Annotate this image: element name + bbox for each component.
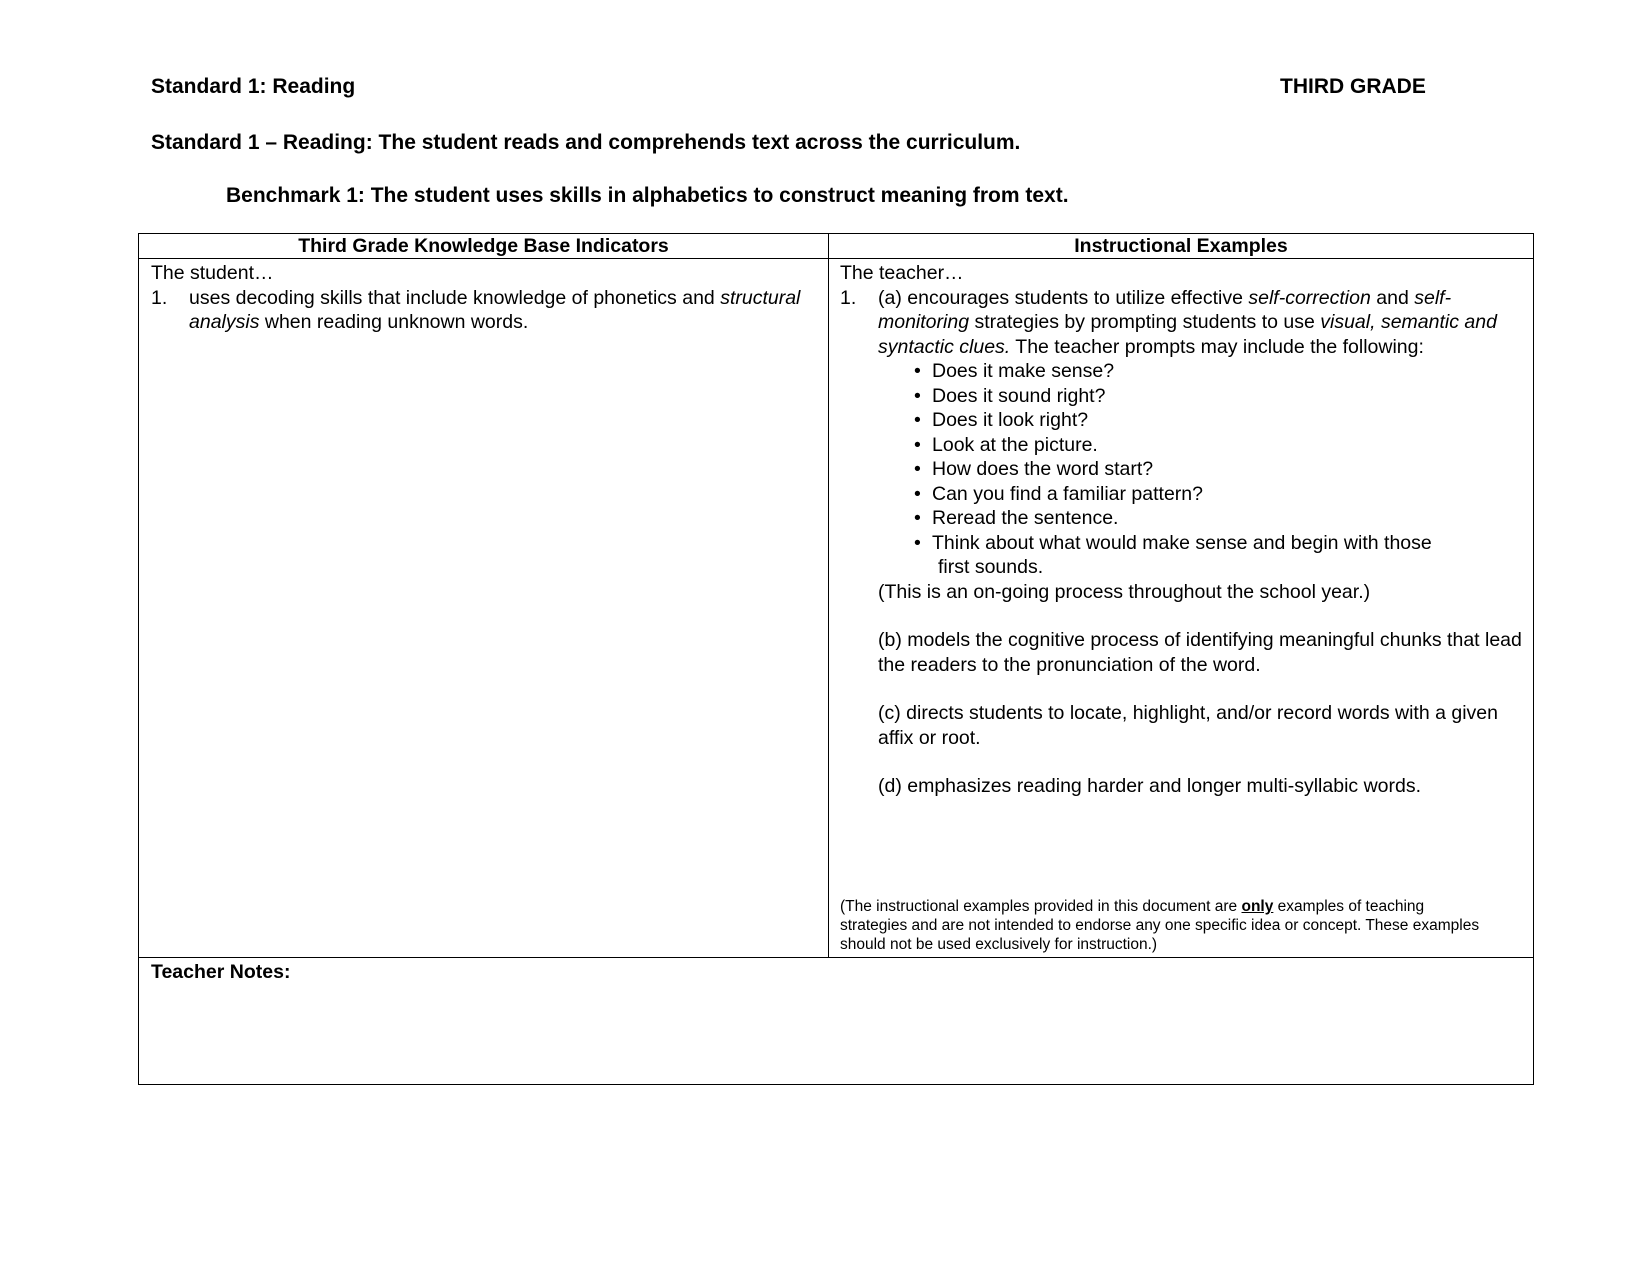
prompt-text: Reread the sentence. xyxy=(932,507,1119,529)
list-item xyxy=(840,506,1523,531)
prompt-text: Can you find a familiar pattern? xyxy=(932,482,1203,505)
list-item xyxy=(840,457,1523,482)
indicators-cell xyxy=(139,259,829,958)
list-item xyxy=(840,408,1523,433)
teacher-notes: Teacher Notes: xyxy=(139,958,1534,1085)
table-header-row xyxy=(139,234,1534,259)
example-item xyxy=(840,286,1523,360)
indicator-item xyxy=(151,286,818,335)
list-item xyxy=(840,531,1523,556)
bullet-icon: • xyxy=(914,507,921,529)
example-number: 1. xyxy=(840,286,857,309)
example-a-text: (a) encourages students to utilize effective xyxy=(878,286,1243,309)
prompt-text: Does it make sense? xyxy=(932,360,1115,382)
examples-cell xyxy=(829,259,1534,958)
prompt-text: Look at the picture. xyxy=(932,433,1098,456)
standard-label: Standard 1: Reading xyxy=(151,75,356,98)
prompt-text: Think about what would make sense and begin with those xyxy=(932,531,1432,554)
notes-row xyxy=(139,958,1534,1085)
bullet-icon: • xyxy=(914,384,921,407)
disclaimer-text: examples of teaching strategies and are not intended to endorse any one specific idea or concept. These examples should not be used exclusively for instruction.) xyxy=(840,898,1480,953)
prompt-text: How does the word start? xyxy=(932,458,1154,480)
table-row xyxy=(139,259,1534,958)
example-a-italic: visual, semantic and syntactic clues. xyxy=(878,311,1497,358)
ongoing-note: (This is an on-going process throughout the school year.) xyxy=(878,580,1371,603)
bullet-icon: • xyxy=(914,482,921,505)
bullet-icon: • xyxy=(914,360,921,382)
prompt-text: Does it look right? xyxy=(932,409,1089,431)
example-a-text: The teacher prompts may include the following: xyxy=(1010,335,1424,358)
indicator-text-part: when reading unknown words. xyxy=(264,311,529,333)
indicator-text xyxy=(189,286,818,335)
example-a-text: and xyxy=(1376,286,1409,309)
example-a-text: strategies by prompting students to use xyxy=(974,311,1315,333)
bullet-icon: • xyxy=(914,458,921,480)
disclaimer-text: (The instructional examples provided in this document are xyxy=(840,898,1238,915)
prompt-list xyxy=(840,359,1523,555)
standard-title: Standard 1 – Reading: The student reads and comprehends text across the curriculum. xyxy=(151,131,1021,154)
bullet-icon: • xyxy=(914,433,921,456)
example-b: (b) models the cognitive process of identifying meaningful chunks that lead the readers to the pronunciation of the word. xyxy=(878,629,1522,676)
teacher-intro: The teacher… xyxy=(840,262,964,284)
example-a-italic: self-correction xyxy=(1248,286,1371,309)
indicator-text-part: uses decoding skills that include knowledge of phonetics and xyxy=(189,286,715,309)
list-item xyxy=(840,433,1523,458)
prompt-wrap: first sounds. xyxy=(938,556,1044,578)
example-a xyxy=(878,286,1523,360)
list-item xyxy=(840,384,1523,409)
list-item xyxy=(840,482,1523,507)
disclaimer xyxy=(840,897,1480,954)
bullet-icon: • xyxy=(914,409,921,431)
column-header-indicators: Third Grade Knowledge Base Indicators xyxy=(139,234,829,259)
student-intro: The student… xyxy=(151,262,274,284)
benchmark-title: Benchmark 1: The student uses skills in alphabetics to construct meaning from text. xyxy=(226,184,1069,207)
indicator-text-italic: structural analysis xyxy=(189,286,801,333)
list-item xyxy=(840,359,1523,384)
grade-label: THIRD GRADE xyxy=(1280,75,1426,98)
indicator-number: 1. xyxy=(151,286,168,309)
standards-table xyxy=(138,233,1534,1085)
example-d: (d) emphasizes reading harder and longer multi-syllabic words. xyxy=(878,775,1422,797)
example-a-italic: self-monitoring xyxy=(878,286,1452,333)
bullet-icon: • xyxy=(914,531,921,554)
column-header-examples: Instructional Examples xyxy=(829,234,1534,259)
disclaimer-bold: only xyxy=(1241,898,1274,915)
prompt-text: Does it sound right? xyxy=(932,384,1106,407)
example-c: (c) directs students to locate, highlight, and/or record words with a given affix or root. xyxy=(878,702,1498,749)
